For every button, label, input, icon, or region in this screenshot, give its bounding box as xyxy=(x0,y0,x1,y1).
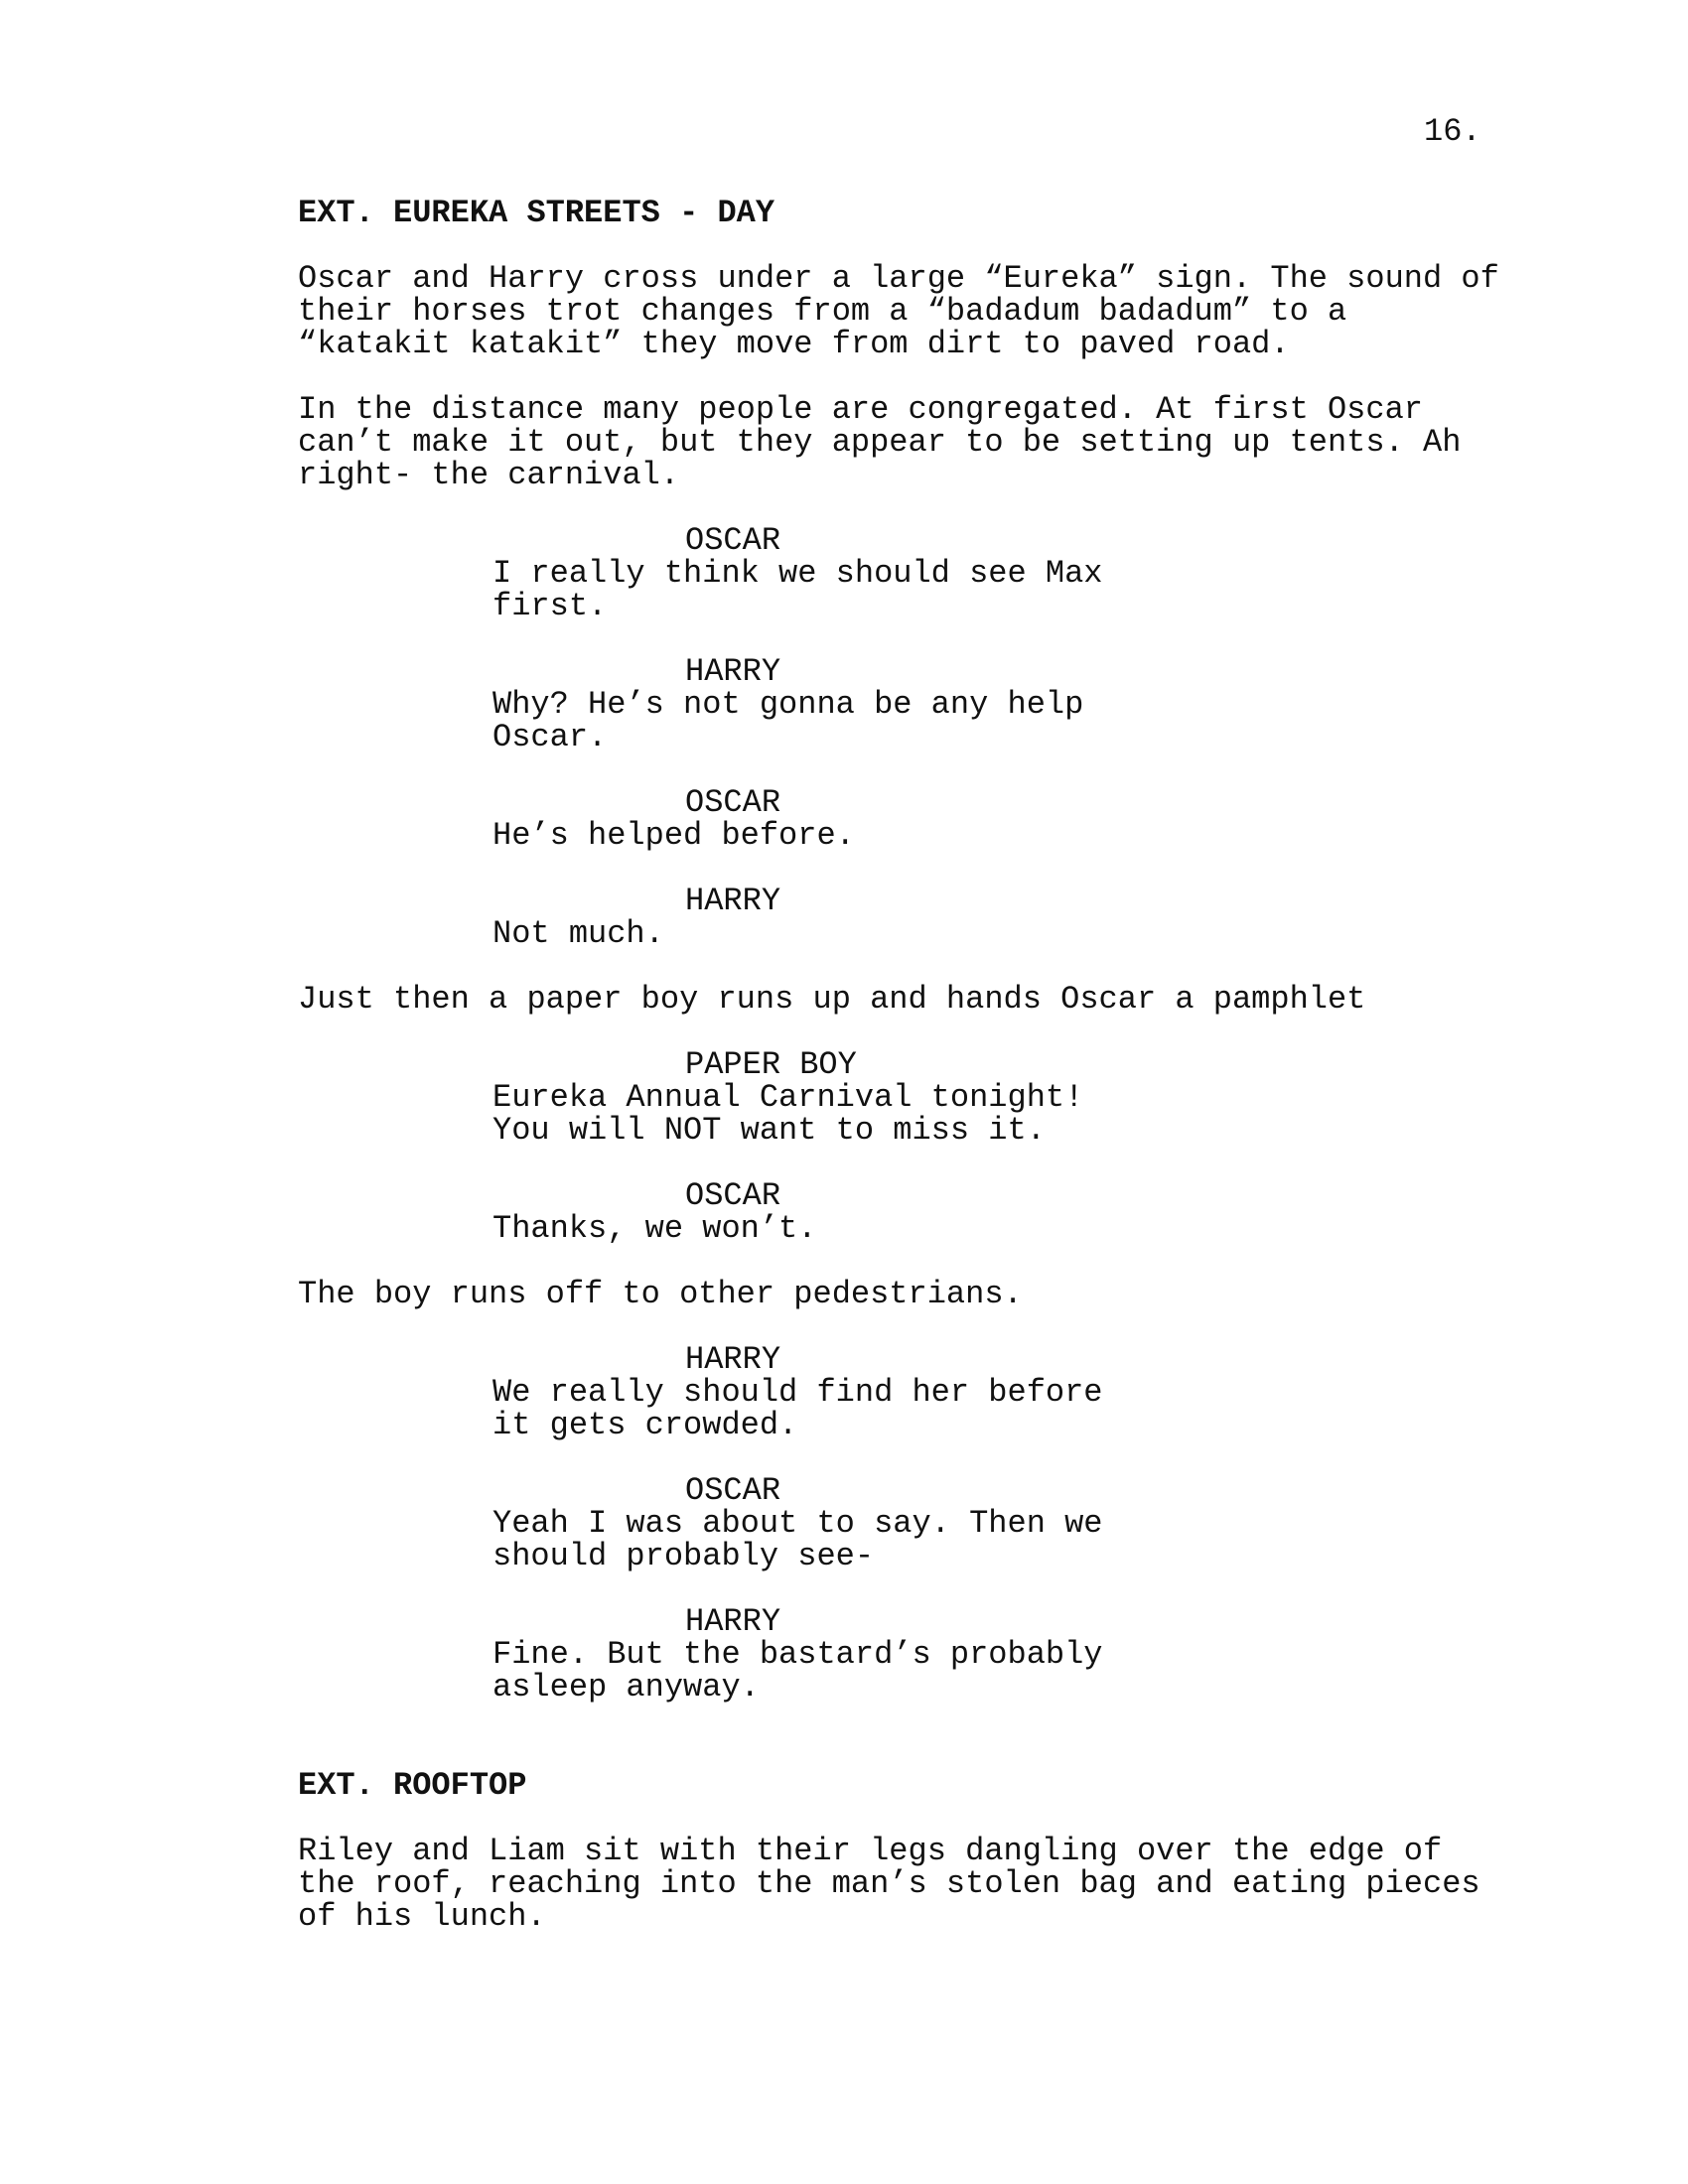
dialogue: Yeah I was about to say. Then we should probably see- xyxy=(492,1505,1103,1574)
character-name: OSCAR xyxy=(685,522,781,559)
character-name: PAPER BOY xyxy=(685,1046,857,1083)
action-paragraph: Oscar and Harry cross under a large “Eureka” sign. The sound of their horses trot changes from a “badadum badadum” to a “katakit katakit” they move from dirt to paved road. xyxy=(298,260,1499,362)
character-name: HARRY xyxy=(685,1603,781,1640)
page-number: 16. xyxy=(1424,113,1481,150)
dialogue: Thanks, we won’t. xyxy=(492,1210,817,1247)
character-name: HARRY xyxy=(685,883,781,919)
action-paragraph: In the distance many people are congregated. At first Oscar can’t make it out, but they appear to be setting up tents. Ah right- the carnival. xyxy=(298,391,1462,493)
scene-heading: EXT. EUREKA STREETS - DAY xyxy=(298,195,775,231)
dialogue: I really think we should see Max first. xyxy=(492,555,1103,624)
action-paragraph: Riley and Liam sit with their legs dangling over the edge of the roof, reaching into the man’s stolen bag and eating pieces of his lunch. xyxy=(298,1833,1480,1935)
character-name: HARRY xyxy=(685,653,781,690)
dialogue: He’s helped before. xyxy=(492,817,855,854)
dialogue: Not much. xyxy=(492,915,664,952)
action-paragraph: The boy runs off to other pedestrians. xyxy=(298,1276,1023,1312)
dialogue: Eureka Annual Carnival tonight! You will NOT want to miss it. xyxy=(492,1079,1084,1149)
character-name: HARRY xyxy=(685,1341,781,1378)
dialogue: Why? He’s not gonna be any help Oscar. xyxy=(492,686,1084,755)
action-paragraph: Just then a paper boy runs up and hands Oscar a pamphlet xyxy=(298,981,1366,1018)
character-name: OSCAR xyxy=(685,784,781,821)
dialogue: We really should find her before it gets crowded. xyxy=(492,1374,1103,1443)
character-name: OSCAR xyxy=(685,1472,781,1509)
scene-heading: EXT. ROOFTOP xyxy=(298,1767,527,1804)
character-name: OSCAR xyxy=(685,1177,781,1214)
dialogue: Fine. But the bastard’s probably asleep anyway. xyxy=(492,1636,1103,1706)
